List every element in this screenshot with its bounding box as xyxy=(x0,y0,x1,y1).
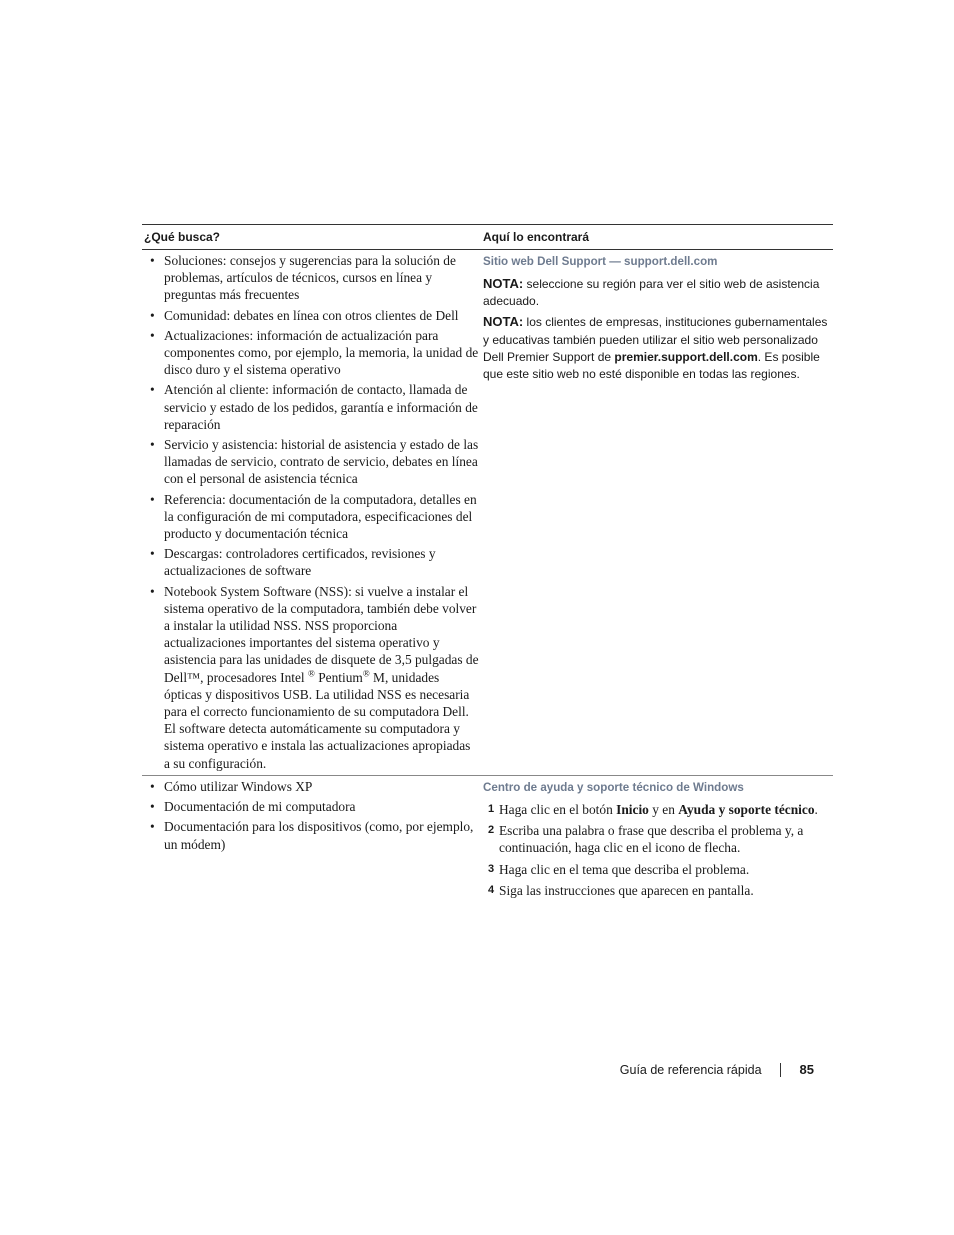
dell-support-title: Sitio web Dell Support — support.dell.com xyxy=(483,255,718,268)
step-text: Siga las instrucciones que aparecen en pantalla. xyxy=(499,882,754,898)
row1-right-cell xyxy=(483,252,833,386)
bullet-icon: • xyxy=(150,437,155,453)
bullet-icon: • xyxy=(150,382,155,398)
nota-label: NOTA: xyxy=(483,314,524,330)
row1-left-cell xyxy=(142,252,483,775)
step-item xyxy=(483,822,829,856)
list-item xyxy=(146,798,479,815)
nota-premier xyxy=(483,313,829,383)
bullet-icon: • xyxy=(150,779,155,794)
list-item-text: Referencia: documentación de la computadora, detalles en la configuración de mi computadora, especificaciones del producto y documentación técnica xyxy=(164,491,477,542)
footer-separator xyxy=(780,1063,781,1077)
list-item-text: Atención al cliente: información de contacto, llamada de servicio y estado de los pedidos, garantía e información de reparación xyxy=(164,382,478,432)
bullet-icon: • xyxy=(150,307,155,323)
list-item xyxy=(146,436,479,488)
step-text: . xyxy=(814,802,818,817)
list-item-text: Servicio y asistencia: historial de asistencia y estado de las llamadas de servicio, contrato de servicio, debates en línea con el personal de asistencia técnica xyxy=(164,437,479,487)
inicio-label: Inicio xyxy=(616,802,649,817)
list-item-text: Soluciones: consejos y sugerencias para la solución de problemas, artículos de técnicos, cursos en línea y preguntas más frecuentes xyxy=(164,253,456,303)
list-item-text: Cómo utilizar Windows XP xyxy=(164,779,313,794)
support-table xyxy=(142,224,833,903)
header-que-busca: ¿Qué busca? xyxy=(144,230,221,244)
bullet-icon: • xyxy=(150,583,155,599)
page-footer xyxy=(560,1062,814,1077)
list-item-text: Descargas: controladores certificados, revisiones y actualizaciones de software xyxy=(164,546,436,579)
header-aqui-encontrara: Aquí lo encontrará xyxy=(483,230,590,244)
nota-text: . Es posible que este sitio web no esté disponible en todas las regiones. xyxy=(483,349,820,382)
row2-bullet-list xyxy=(146,778,479,853)
registered-mark: ® xyxy=(362,668,370,679)
bullet-icon: • xyxy=(150,253,155,268)
registered-mark: ® xyxy=(308,668,315,679)
nss-text-2: Pentium xyxy=(314,669,363,685)
step-number: 1 xyxy=(488,803,495,815)
nota-region xyxy=(483,275,829,310)
list-item xyxy=(146,381,479,433)
bullet-icon: • xyxy=(150,327,155,343)
step-item xyxy=(483,882,829,899)
page-number: 85 xyxy=(799,1062,814,1077)
help-steps-list xyxy=(483,801,829,899)
bullet-icon: • xyxy=(150,546,155,562)
nss-text-3: M, unidades ópticas y dispositivos USB. La utilidad NSS es necesaria para el correcto funcionamiento de su computadora Dell. El software detecta automáticamente su computadora y sistema operativo e instala las actualizaciones apropiadas a su configuración. xyxy=(164,669,471,771)
list-item xyxy=(146,307,479,324)
step-text: Haga clic en el tema que describa el problema. xyxy=(499,861,750,877)
list-item xyxy=(146,327,479,379)
list-item-nss xyxy=(146,583,479,772)
list-item-text: Documentación para los dispositivos (como, por ejemplo, un módem) xyxy=(164,819,474,852)
windows-help-title: Centro de ayuda y soporte técnico de Windows xyxy=(483,781,744,794)
list-item xyxy=(146,818,479,852)
premier-support-link[interactable]: premier.support.dell.com xyxy=(614,349,758,364)
row2-right-cell xyxy=(483,778,833,903)
table-header-row xyxy=(142,225,833,249)
bullet-icon: • xyxy=(150,819,155,835)
list-item-text: Comunidad: debates en línea con otros clientes de Dell xyxy=(164,307,459,323)
step-number: 4 xyxy=(488,883,495,896)
bullet-icon: • xyxy=(150,799,155,815)
list-item xyxy=(146,545,479,579)
table-row-dell-support xyxy=(142,250,833,775)
step-item xyxy=(483,801,829,818)
table-row-windows-help xyxy=(142,776,833,903)
list-item-text: Documentación de mi computadora xyxy=(164,799,356,815)
bullet-icon: • xyxy=(150,491,155,507)
list-item xyxy=(146,252,479,304)
nota-text: seleccione su región para ver el sitio web de asistencia adecuado. xyxy=(483,277,820,309)
ayuda-soporte-label: Ayuda y soporte técnico xyxy=(678,802,815,817)
row1-bullet-list xyxy=(146,252,479,772)
step-text: Haga clic en el botón xyxy=(499,802,617,817)
row2-left-cell xyxy=(142,778,483,856)
step-number: 2 xyxy=(488,824,495,837)
nss-text-1: Notebook System Software (NSS): si vuelve a instalar el sistema operativo de la computadora, también debe volver a instalar la utilidad NSS. NSS proporciona actualizaciones importantes del sistema operativo y asistencia para las unidades de disquete de 3,5 pulgadas de Dell™, procesadores Intel xyxy=(164,583,479,685)
footer-title: Guía de referencia rápida xyxy=(619,1062,762,1077)
step-text: y en xyxy=(648,802,679,817)
nota-label: NOTA: xyxy=(483,276,524,291)
list-item xyxy=(146,778,479,795)
step-text: Escriba una palabra o frase que describa el problema y, a continuación, haga clic en el icono de flecha. xyxy=(499,823,804,856)
nota-text: los clientes de empresas, instituciones gubernamentales y educativas también pueden utilizar el sitio web personalizado Dell Premier Support de xyxy=(483,315,828,364)
list-item xyxy=(146,491,479,543)
step-number: 3 xyxy=(488,862,495,875)
step-item xyxy=(483,861,829,878)
list-item-text: Actualizaciones: información de actualización para componentes como, por ejemplo, la memoria, la unidad de disco duro y el sistema operativo xyxy=(164,327,479,378)
